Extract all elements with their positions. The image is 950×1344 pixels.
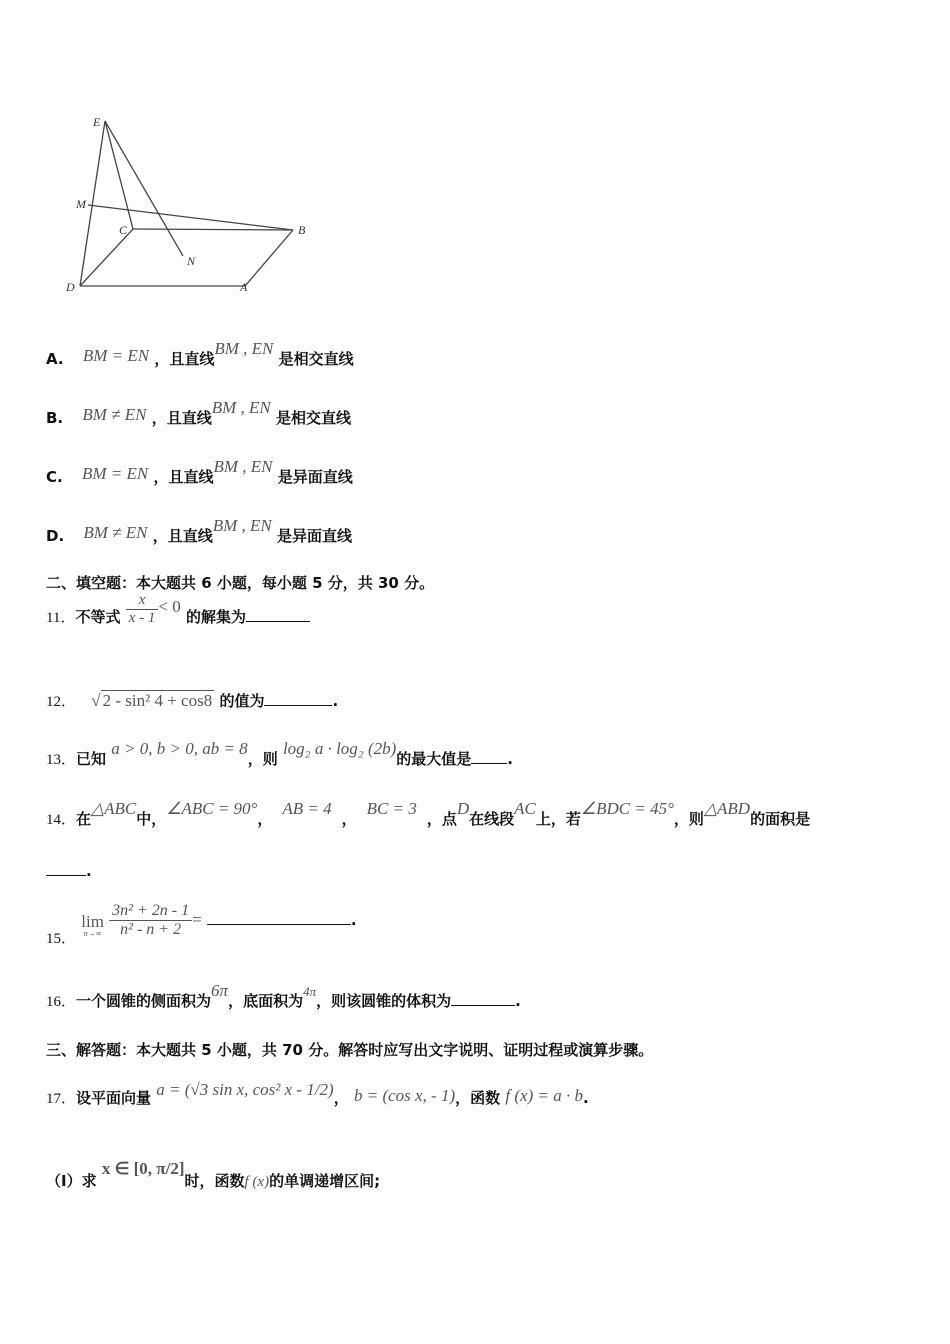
label-A: A: [240, 280, 248, 294]
fraction: $\frac{x}{x - 1}$: [126, 592, 159, 627]
question-17: 17．设平面向量 a = (√3 sin x, cos² x - 1/2)， b = (cos x, - 1)，函数 f (x) = a · b.: [46, 1080, 589, 1107]
edge-EN: [105, 121, 183, 256]
label-B: B: [298, 223, 306, 237]
option-expr: BM ≠ EN: [83, 523, 148, 542]
option-d[interactable]: D. BM ≠ EN ，且直线BM , EN 是异面直线: [46, 516, 353, 545]
section-heading: 二、填空题：本大题共 6 小题，每小题 5 分，共 30 分。: [46, 574, 435, 592]
question-15: 15． lim n→∞ $\frac{\text{3n² + 2n - 1}}{\text{n² - n + 2}}$ = .: [46, 902, 357, 947]
label-N: N: [187, 254, 196, 268]
option-a[interactable]: A. BM = EN ，且直线BM , EN 是相交直线: [46, 339, 354, 368]
geometry-figure: [55, 105, 325, 305]
answer-blank[interactable]: [451, 993, 515, 1006]
option-expr: BM = EN: [81, 464, 149, 483]
option-expr: BM = EN: [82, 346, 150, 365]
sqrt-expression: 2 - sin² 4 + cos8: [102, 691, 213, 710]
vector-b: b = (cos x, - 1): [353, 1086, 456, 1105]
question-13: 13．已知 a > 0, b > 0, ab = 8，则 log₂ a · log₂ (2b)的最大值是 .: [46, 739, 513, 768]
vector-a: a = (√3 sin x, cos² x - 1/2): [156, 1080, 334, 1099]
function-f: f (x) = a · b: [505, 1086, 583, 1105]
edge-AB: [245, 230, 293, 286]
option-b[interactable]: B. BM ≠ EN ，且直线BM , EN 是相交直线: [46, 398, 352, 427]
answer-blank[interactable]: [471, 751, 507, 764]
label-E: E: [93, 115, 101, 129]
section-heading: 三、解答题：本大题共 5 小题，共 70 分。解答时应写出文字说明、证明过程或演算步骤。: [46, 1041, 654, 1059]
fraction: $\frac{\text{3n² + 2n - 1}}{\text{n² - n + 2}}$: [109, 902, 192, 939]
question-14: 14．在△ABC中，∠ABC = 90°，AB = 4，BC = 3，点D在线段AC上，若∠BDC = 45°，则△ABD的面积是: [46, 799, 811, 828]
question-14-blank-line: .: [46, 862, 92, 880]
option-c[interactable]: C. BM = EN ，且直线BM , EN 是异面直线: [46, 457, 353, 486]
answer-blank[interactable]: [207, 912, 351, 925]
option-expr: BM ≠ EN: [82, 405, 147, 424]
question-16: 16．一个圆锥的侧面积为6π，底面积为4π，则该圆锥的体积为 .: [46, 981, 521, 1010]
label-D: D: [66, 280, 75, 294]
label-M: M: [76, 197, 86, 211]
answer-blank[interactable]: [264, 693, 332, 706]
question-11: 11．不等式 $\frac{x}{x - 1}$ < 0 的解集为: [46, 600, 310, 635]
edge-EC: [105, 121, 133, 229]
question-12: 12． √ 2 - sin² 4 + cos8 的值为 .: [46, 691, 339, 710]
question-17-part-1: （Ⅰ）求 x ∈ [0, π/2]时，函数f (x)的单调递增区间;: [46, 1159, 381, 1190]
label-C: C: [119, 223, 128, 237]
answer-blank[interactable]: [246, 609, 310, 622]
answer-blank[interactable]: [46, 863, 86, 876]
edge-CB: [133, 229, 293, 230]
